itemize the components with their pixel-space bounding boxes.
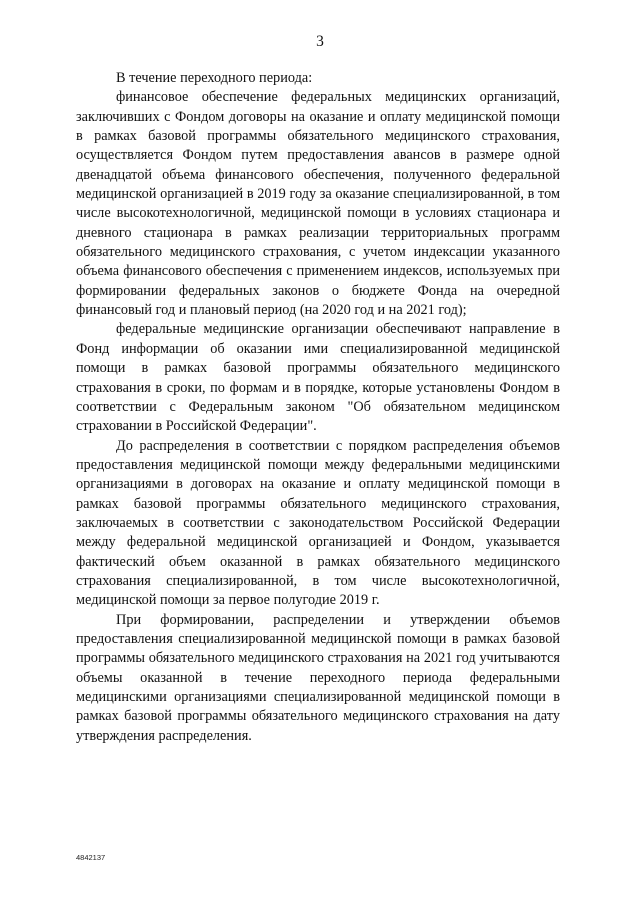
- paragraph-volume-approval: При формировании, распределении и утверждении объемов предоставления специализированной медицинской помощи в рамках базовой программы обязательного медицинского страхования на 2021 год учитываются объемы оказанной в течение переходного периода федеральными медицинскими организациями специализированной медицинской помощи в рамках базовой программы обязательного медицинского страхования на дату утверждения распределения.: [76, 611, 560, 744]
- paragraph-transition-period-intro: В течение переходного периода:: [116, 70, 313, 86]
- document-body: [76, 69, 560, 746]
- paragraph-financial-provision: финансовое обеспечение федеральных медицинских организаций, заключивших с Фондом договоры на оказание и оплату медицинской помощи в рамках базовой программы обязательного медицинского страхования, осуществляется Фондом путем предоставления авансов в размере одной двенадцатой объема финансового обеспечения, полученного федеральной медицинской организацией в 2019 году за оказание специализированной, в том числе высокотехнологичной, медицинской помощи в условиях стационара и дневного стационара в рамках реализации территориальных программ обязательного медицинского страхования, с учетом индексации указанного объема финансового обеспечения с применением индексов, используемых при формировании федеральных законов о бюджете Фонда на очередной финансовый год и плановый период (на 2020 год и на 2021 год);: [76, 89, 560, 319]
- paragraph-information-submission: федеральные медицинские организации обеспечивают направление в Фонд информации об оказании ими специализированной медицинской помощи в рамках базовой программы обязательного медицинского страхования в сроки, по формам и в порядке, которые установлены Фондом в соответствии с Федеральным законом "Об обязательном медицинском страховании в Российской Федерации".: [76, 321, 560, 435]
- document-id: 4842137: [76, 853, 106, 862]
- page-number: 3: [316, 33, 324, 50]
- paragraph-volume-distribution: До распределения в соответствии с порядком распределения объемов предоставления медицинской помощи между федеральными медицинскими организациями в договорах на оказание и оплату медицинской помощи в рамках базовой программы обязательного медицинского страхования, заключаемых в соответствии с законодательством Российской Федерации между федеральной медицинской организацией и Фондом, указывается фактический объем оказанной в рамках обязательного медицинского страхования специализированной, в том числе высокотехнологичной, медицинской помощи за первое полугодие 2019 г.: [76, 437, 560, 609]
